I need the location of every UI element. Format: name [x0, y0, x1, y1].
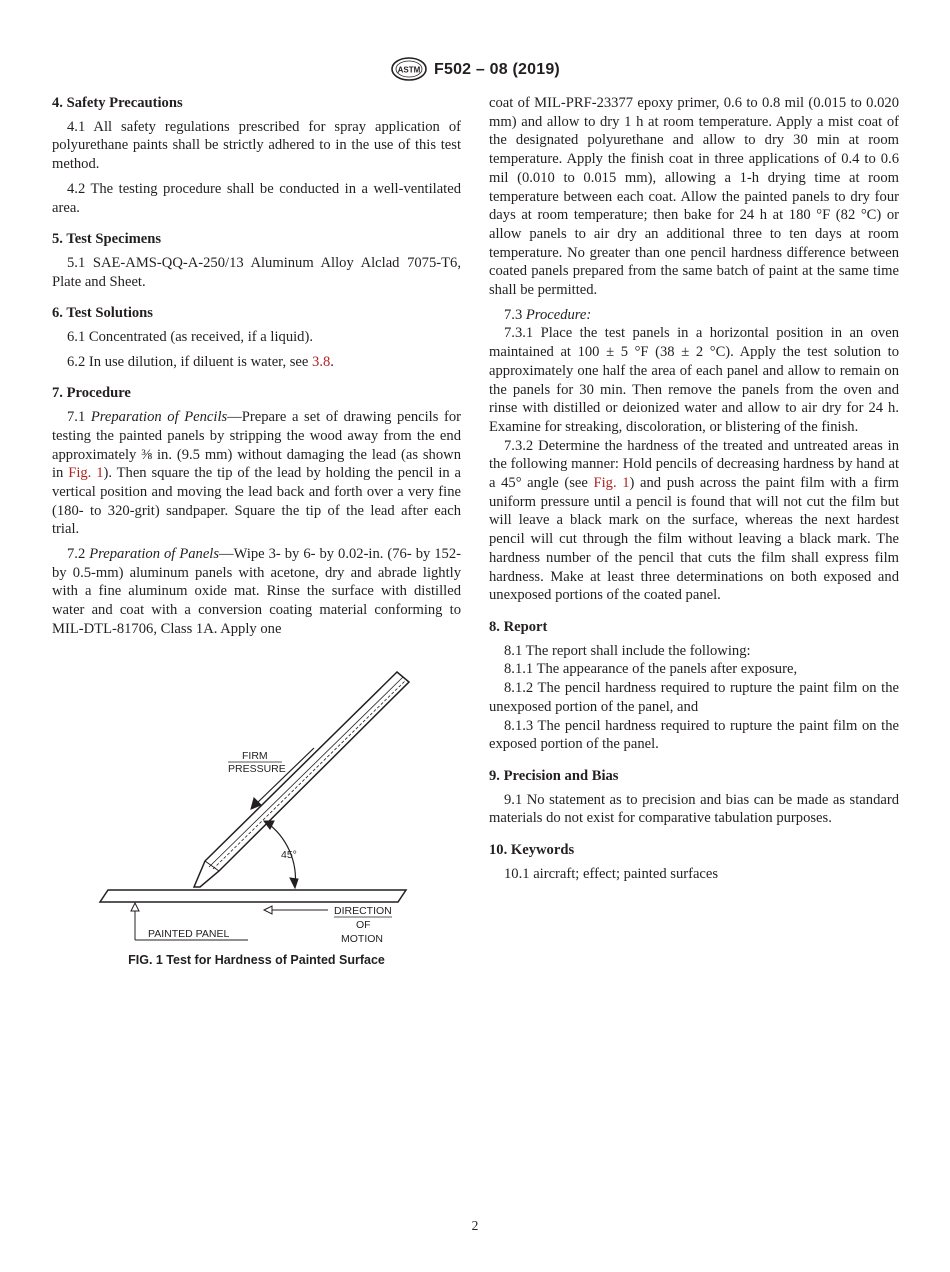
- paragraph-8-1: 8.1 The report shall include the following:: [504, 642, 751, 659]
- painted-panel-drawing: [100, 890, 406, 902]
- page-header: [0, 56, 950, 82]
- paragraph-7-1: 7.1 Preparation of Pencils—Prepare a set of drawing pencils for testing the painted panels by stripping the wood away from the end approximately ⅜ in. (9.5 mm) without damaging the lead (as shown in Fig. 1). Then square the tip of the lead by holding the pencil in a vertical position and moving the lead back and forth over a very fine (180- to 320-grit) sandpaper. Square the tip of the lead after each trial.: [52, 409, 462, 538]
- section-8-heading: 8. Report: [489, 618, 548, 635]
- paragraph-7-3-2: 7.3.2 Determine the hardness of the treated and untreated areas in the following manner: Hold pencils of decreasing hardness by hand at a 45° angle (see Fig. 1) and push across the paint film with a firm uniform pressure until a pencil is found that will not cut the film but will leave a black mark on the surface, whereas the next hardest pencil will cut through the film without leaving a black mark. The hardness number of the pencil that cuts the film shall express film hardness. Make at least three determinations on both exposed and unexposed portions of the coated panel.: [489, 437, 900, 604]
- section-5-heading: 5. Test Specimens: [52, 231, 162, 248]
- left-column: [52, 94, 461, 639]
- paragraph-7-3-1: 7.3.1 Place the test panels in a horizontal position in an oven maintained at 100 ± 5 °F (38 ± 2 °C). Apply the test solution to approximately one half the area of each panel and allow to remain on the panels for 30 min. Then remove the panels from the oven and rinse with distilled or deionized water and allow to air dry for 24 h. Examine for streaking, discoloration, or blistering of the finish.: [489, 325, 899, 435]
- paragraph-7-2: 7.2 Preparation of Panels—Wipe 3- by 6- by 0.02-in. (76- by 152- by 0.5-mm) aluminum panels with acetone, dry and abrade lightly with a fine aluminum oxide mat. Rinse the surface with distilled water and coat with a conversion coating material conforming to MIL-DTL-81706, Class 1A. Apply one: [52, 546, 462, 637]
- paragraph-7-2-continued: coat of MIL-PRF-23377 epoxy primer, 0.6 to 0.8 mil (0.015 to 0.020 mm) and allow to dry 1 h at room temperature. Apply a mist coat of the designated polyurethane and allow to dry 30 min at room temperature. Apply the finish coat in three applications of 0.4 to 0.6 mil (0.010 to 0.015 mm), allowing a 1-h drying time at room temperature between each coat. Allow the painted panels to dry four days at room temperature; then bake for 24 h at 180 °F (82 °C) or allow panels to air dry an additional three to ten days at room temperature. No greater than one pencil hardness difference between coated panels prepared from the same batch of paint at the same time shall be permitted.: [489, 95, 899, 299]
- section-3-8-link[interactable]: 3.8: [312, 353, 331, 370]
- label-pressure: PRESSURE: [228, 763, 286, 775]
- page-number: 2: [471, 1218, 479, 1233]
- section-9-heading: 9. Precision and Bias: [489, 767, 619, 784]
- pencil-drawing: [194, 672, 409, 887]
- figure-caption: FIG. 1 Test for Hardness of Painted Surface: [128, 953, 385, 967]
- paragraph-8-1-2: 8.1.2 The pencil hardness required to rupture the paint film on the unexposed portion of the panel, and: [489, 680, 899, 715]
- section-4-heading: 4. Safety Precautions: [52, 95, 183, 111]
- label-angle: 45°: [281, 849, 297, 861]
- paragraph-7-3: 7.3 Procedure:: [504, 306, 592, 323]
- direction-arrow: [264, 906, 328, 914]
- pencil-hardness-diagram: [88, 668, 424, 950]
- section-10-heading: 10. Keywords: [489, 842, 575, 859]
- document-designation: F502 – 08 (2019): [434, 61, 560, 78]
- paragraph-6-2: 6.2 In use dilution, if diluent is water, see 3.8.: [67, 353, 334, 370]
- paragraph-10-1: 10.1 aircraft; effect; painted surfaces: [504, 865, 719, 882]
- right-column: [489, 94, 899, 889]
- paragraph-6-1: 6.1 Concentrated (as received, if a liquid).: [67, 329, 313, 346]
- label-of: OF: [356, 919, 371, 931]
- astm-logo-icon: [390, 57, 428, 81]
- label-motion: MOTION: [341, 933, 383, 945]
- fig-1-link-2[interactable]: Fig. 1: [593, 475, 630, 492]
- section-7-heading: 7. Procedure: [52, 385, 131, 402]
- paragraph-4-2: 4.2 The testing procedure shall be conducted in a well-ventilated area.: [52, 180, 461, 216]
- label-painted-panel: PAINTED PANEL: [148, 928, 230, 940]
- label-direction: DIRECTION: [334, 905, 392, 917]
- label-firm: FIRM: [242, 750, 268, 762]
- paragraph-5-1: 5.1 SAE-AMS-QQ-A-250/13 Aluminum Alloy Alclad 7075-T6, Plate and Sheet.: [52, 254, 461, 290]
- logo-lettering: ASTM: [397, 65, 421, 75]
- fig-1-link[interactable]: Fig. 1: [68, 465, 104, 482]
- paragraph-4-1: 4.1 All safety regulations prescribed for spray application of polyurethane paints shall be strictly adhered to in the use of this test method.: [52, 118, 461, 173]
- figure-1: [88, 668, 424, 950]
- paragraph-9-1: 9.1 No statement as to precision and bias can be made as standard materials do not exist for comparative tabulation purposes.: [489, 791, 899, 827]
- paragraph-8-1-1: 8.1.1 The appearance of the panels after exposure,: [504, 661, 798, 678]
- paragraph-8-1-3: 8.1.3 The pencil hardness required to rupture the paint film on the exposed portion of the panel.: [489, 717, 899, 753]
- section-6-heading: 6. Test Solutions: [52, 305, 153, 322]
